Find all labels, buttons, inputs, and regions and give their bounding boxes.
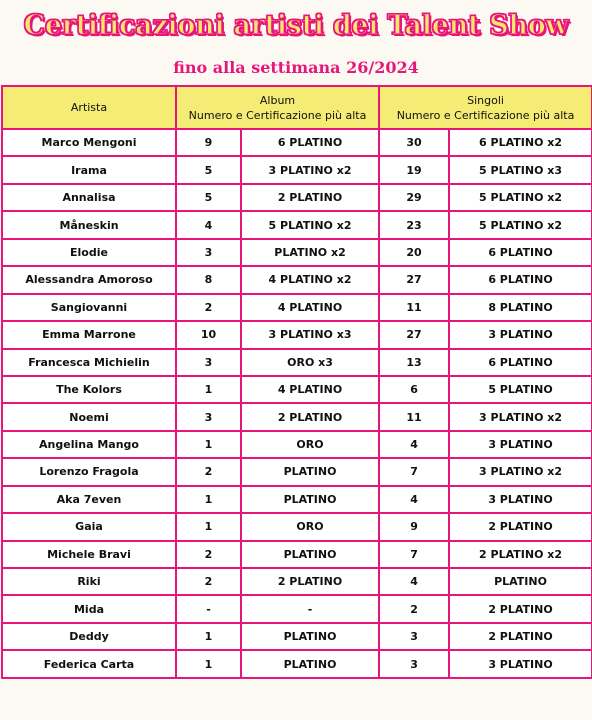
table-row (2, 650, 592, 677)
album-certification-cell: 5 PLATINO x2 (241, 211, 379, 238)
header-album-title: Album (259, 93, 296, 107)
singles-count-cell: 4 (379, 568, 449, 595)
album-certification-cell: 2 PLATINO (241, 184, 379, 211)
singles-certification-cell: 3 PLATINO (449, 650, 592, 677)
page-subtitle: fino alla settimana 26/2024 (173, 58, 419, 77)
table-row (2, 239, 592, 266)
album-count-cell: 2 (176, 541, 241, 568)
singles-certification-cell: 6 PLATINO (449, 239, 592, 266)
table-header (2, 86, 592, 129)
certifications-table (1, 85, 592, 679)
artist-cell: Marco Mengoni (2, 129, 176, 156)
artist-cell: Sangiovanni (2, 294, 176, 321)
artist-cell: Aka 7even (2, 486, 176, 513)
singles-count-cell: 11 (379, 403, 449, 430)
album-certification-cell: 4 PLATINO (241, 376, 379, 403)
album-count-cell: - (176, 595, 241, 622)
album-count-cell: 1 (176, 486, 241, 513)
artist-cell: Angelina Mango (2, 431, 176, 458)
artist-cell: Måneskin (2, 211, 176, 238)
singles-certification-cell: 6 PLATINO x2 (449, 129, 592, 156)
artist-cell: The Kolors (2, 376, 176, 403)
singles-certification-cell: 5 PLATINO x3 (449, 156, 592, 183)
album-certification-cell: 2 PLATINO (241, 403, 379, 430)
singles-certification-cell: 2 PLATINO (449, 623, 592, 650)
singles-count-cell: 9 (379, 513, 449, 540)
album-count-cell: 2 (176, 294, 241, 321)
album-count-cell: 10 (176, 321, 241, 348)
table-row (2, 595, 592, 622)
album-certification-cell: - (241, 595, 379, 622)
album-certification-cell: PLATINO (241, 486, 379, 513)
header-album-subtitle: Numero e Certificazione più alta (188, 108, 367, 122)
album-count-cell: 1 (176, 650, 241, 677)
header-singles-subtitle: Numero e Certificazione più alta (396, 108, 575, 122)
table-row (2, 156, 592, 183)
table-row (2, 294, 592, 321)
singles-count-cell: 30 (379, 129, 449, 156)
artist-cell: Federica Carta (2, 650, 176, 677)
album-certification-cell: PLATINO (241, 650, 379, 677)
album-count-cell: 5 (176, 184, 241, 211)
table-body (2, 129, 592, 678)
singles-count-cell: 3 (379, 650, 449, 677)
album-count-cell: 1 (176, 376, 241, 403)
artist-cell: Lorenzo Fragola (2, 458, 176, 485)
singles-count-cell: 19 (379, 156, 449, 183)
album-certification-cell: 6 PLATINO (241, 129, 379, 156)
album-certification-cell: PLATINO (241, 541, 379, 568)
table-row (2, 486, 592, 513)
table-row (2, 541, 592, 568)
header-artist: Artista (2, 86, 176, 129)
album-count-cell: 4 (176, 211, 241, 238)
table-row (2, 266, 592, 293)
singles-count-cell: 27 (379, 321, 449, 348)
table-row (2, 458, 592, 485)
header-album (176, 86, 379, 129)
singles-certification-cell: 5 PLATINO (449, 376, 592, 403)
album-count-cell: 3 (176, 349, 241, 376)
table-row (2, 403, 592, 430)
singles-certification-cell: 2 PLATINO (449, 513, 592, 540)
singles-count-cell: 4 (379, 431, 449, 458)
singles-certification-cell: 3 PLATINO x2 (449, 403, 592, 430)
singles-count-cell: 3 (379, 623, 449, 650)
singles-count-cell: 20 (379, 239, 449, 266)
artist-cell: Riki (2, 568, 176, 595)
singles-certification-cell: 5 PLATINO x2 (449, 211, 592, 238)
singles-count-cell: 23 (379, 211, 449, 238)
header-singles (379, 86, 592, 129)
table-row (2, 376, 592, 403)
singles-certification-cell: 3 PLATINO (449, 321, 592, 348)
artist-cell: Annalisa (2, 184, 176, 211)
singles-count-cell: 7 (379, 541, 449, 568)
singles-certification-cell: 2 PLATINO x2 (449, 541, 592, 568)
table-row (2, 431, 592, 458)
album-certification-cell: ORO x3 (241, 349, 379, 376)
singles-count-cell: 27 (379, 266, 449, 293)
artist-cell: Mida (2, 595, 176, 622)
page-title: Certificazioni artisti dei Talent Show (23, 10, 569, 41)
singles-count-cell: 2 (379, 595, 449, 622)
table-row (2, 211, 592, 238)
album-certification-cell: 4 PLATINO (241, 294, 379, 321)
singles-certification-cell: 6 PLATINO (449, 349, 592, 376)
singles-count-cell: 29 (379, 184, 449, 211)
singles-certification-cell: 6 PLATINO (449, 266, 592, 293)
table-row (2, 349, 592, 376)
artist-cell: Deddy (2, 623, 176, 650)
artist-cell: Michele Bravi (2, 541, 176, 568)
album-count-cell: 8 (176, 266, 241, 293)
artist-cell: Alessandra Amoroso (2, 266, 176, 293)
album-count-cell: 3 (176, 239, 241, 266)
album-count-cell: 9 (176, 129, 241, 156)
singles-count-cell: 11 (379, 294, 449, 321)
table-row (2, 184, 592, 211)
album-certification-cell: 2 PLATINO (241, 568, 379, 595)
table-row (2, 513, 592, 540)
album-count-cell: 1 (176, 431, 241, 458)
artist-cell: Noemi (2, 403, 176, 430)
album-certification-cell: 3 PLATINO x2 (241, 156, 379, 183)
singles-count-cell: 7 (379, 458, 449, 485)
artist-cell: Irama (2, 156, 176, 183)
artist-cell: Gaia (2, 513, 176, 540)
album-certification-cell: PLATINO (241, 623, 379, 650)
album-count-cell: 3 (176, 403, 241, 430)
album-certification-cell: ORO (241, 431, 379, 458)
table-row (2, 623, 592, 650)
singles-certification-cell: 2 PLATINO (449, 595, 592, 622)
singles-certification-cell: 3 PLATINO x2 (449, 458, 592, 485)
album-count-cell: 1 (176, 513, 241, 540)
album-count-cell: 5 (176, 156, 241, 183)
singles-certification-cell: 3 PLATINO (449, 431, 592, 458)
album-count-cell: 2 (176, 458, 241, 485)
album-certification-cell: PLATINO (241, 458, 379, 485)
album-count-cell: 1 (176, 623, 241, 650)
singles-certification-cell: 5 PLATINO x2 (449, 184, 592, 211)
header-singles-title: Singoli (467, 93, 504, 107)
singles-count-cell: 4 (379, 486, 449, 513)
singles-certification-cell: 3 PLATINO (449, 486, 592, 513)
table-row (2, 321, 592, 348)
singles-count-cell: 6 (379, 376, 449, 403)
album-count-cell: 2 (176, 568, 241, 595)
album-certification-cell: PLATINO x2 (241, 239, 379, 266)
album-certification-cell: ORO (241, 513, 379, 540)
singles-certification-cell: PLATINO (449, 568, 592, 595)
singles-certification-cell: 8 PLATINO (449, 294, 592, 321)
artist-cell: Emma Marrone (2, 321, 176, 348)
album-certification-cell: 4 PLATINO x2 (241, 266, 379, 293)
table-row (2, 129, 592, 156)
artist-cell: Elodie (2, 239, 176, 266)
table-row (2, 568, 592, 595)
album-certification-cell: 3 PLATINO x3 (241, 321, 379, 348)
artist-cell: Francesca Michielin (2, 349, 176, 376)
singles-count-cell: 13 (379, 349, 449, 376)
